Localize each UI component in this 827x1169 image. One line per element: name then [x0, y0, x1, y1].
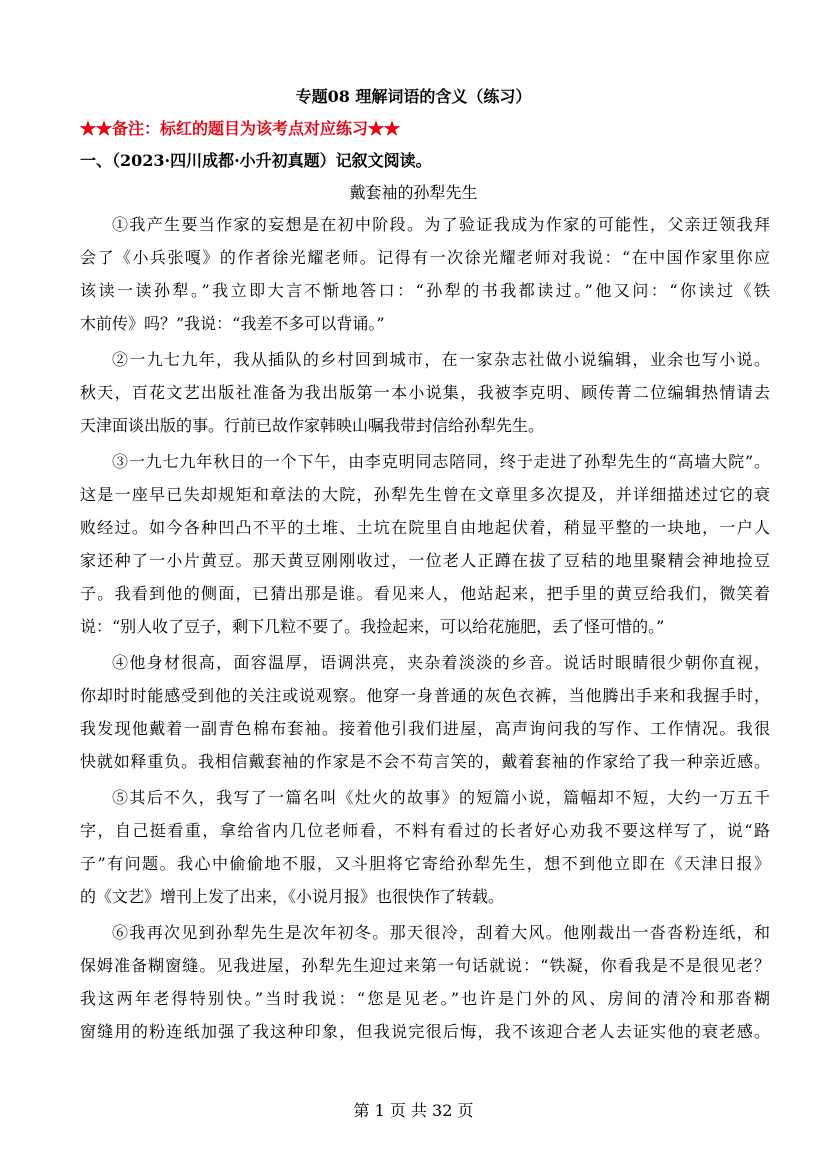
paragraph-line: 窗缝用的粉连纸加强了我这种印象，但我说完很后悔，我不该迎合老人去证实他的衰老感。 — [80, 1022, 770, 1041]
paragraph-line: 我发现他戴着一副青色棉布套袖。接着他引我们进屋，高声询问我的写作、工作情况。我很 — [80, 719, 770, 738]
exercise-note: ★★备注：标红的题目为该考点对应练习★★ — [80, 119, 401, 138]
paragraph-line: 该读一读孙犁。”我立即大言不惭地答口：“孙犁的书我都读过。”他又问：“你读过《铁 — [80, 281, 770, 300]
paragraph-line: ⑤其后不久，我写了一篇名叫《灶火的故事》的短篇小说，篇幅却不短，大约一万五千 — [112, 788, 770, 807]
paragraph-line: 的《文艺》增刊上发了出来，《小说月报》也很快作了转载。 — [80, 887, 505, 906]
paragraph-line: 字，自己挺看重，拿给省内几位老师看，不料有看过的长者好心劝我不要这样写了，说“路 — [80, 821, 770, 840]
page-title: 专题08 理解词语的含义（练习） — [295, 87, 532, 106]
paragraph-line: 保姆准备糊窗缝。见我进屋，孙犁先生迎过来第一句话就说：“铁凝，你看我是不是很见老？ — [80, 956, 770, 975]
paragraph-line: 天津面谈出版的事。行前已故作家韩映山嘱我带封信给孙犁先生。 — [80, 416, 545, 435]
paragraph-line: 你却时时能感受到他的关注或说观察。他穿一身普通的灰色衣裤，当他腾出手来和我握手时， — [80, 686, 770, 705]
article-title: 戴套袖的孙犁先生 — [349, 183, 478, 202]
paragraph-line: ②一九七九年，我从插队的乡村回到城市，在一家杂志社做小说编辑，业余也写小说。 — [112, 350, 770, 369]
paragraph-line: 子”有问题。我心中偷偷地不服，又斗胆将它寄给孙犁先生，想不到他立即在《天津日报》 — [80, 854, 770, 873]
paragraph-line: 这是一座早已失却规矩和章法的大院，孙犁先生曾在文章里多次提及，并详细描述过它的衰 — [80, 485, 770, 504]
page-footer: 第 1 页 共 32 页 — [353, 1101, 474, 1120]
paragraph-line: 我这两年老得特别快。”当时我说：“您是见老。”也许是门外的风、房间的清冷和那沓糊 — [80, 989, 770, 1008]
paragraph-line: 败经过。如今各种凹凸不平的土堆、土坑在院里自由地起伏着，稍显平整的一块地，一户人 — [80, 518, 770, 537]
section-heading: 一、（2023·四川成都·小升初真题）记叙文阅读。 — [80, 151, 432, 170]
paragraph-line: 会了《小兵张嘎》的作者徐光耀老师。记得有一次徐光耀老师对我说：“在中国作家里你应 — [80, 248, 770, 267]
paragraph-line: ③一九七九年秋日的一个下午，由李克明同志陪同，终于走进了孙犁先生的“高墙大院”。 — [112, 452, 770, 471]
paragraph-line: 木前传》吗？”我说：“我差不多可以背诵。” — [80, 314, 385, 333]
paragraph-line: ⑥我再次见到孙犁先生是次年初冬。那天很冷，刮着大风。他刚裁出一沓沓粉连纸，和 — [112, 923, 770, 942]
paragraph-line: ①我产生要当作家的妄想是在初中阶段。为了验证我成为作家的可能性，父亲迂领我拜 — [112, 215, 770, 234]
paragraph-line: 快就如释重负。我相信戴套袖的作家是不会不苟言笑的，戴着套袖的作家给了我一种亲近感。 — [80, 752, 770, 771]
paragraph-line: ④他身材很高，面容温厚，语调洪亮，夹杂着淡淡的乡音。说话时眼睛很少朝你直视， — [112, 653, 770, 672]
paragraph-line: 秋天，百花文艺出版社准备为我出版第一本小说集，我被李克明、顾传菁二位编辑热情请去 — [80, 383, 770, 402]
paragraph-line: 子。我看到他的侧面，已猜出那是谁。看见来人，他站起来，把手里的黄豆给我们，微笑着 — [80, 584, 770, 603]
paragraph-line: 说：“别人收了豆子，剩下几粒不要了。我捡起来，可以给花施肥，丢了怪可惜的。” — [80, 617, 665, 636]
paragraph-line: 家还种了一小片黄豆。那天黄豆刚刚收过，一位老人正蹲在拔了豆秸的地里聚精会神地捡豆 — [80, 551, 770, 570]
